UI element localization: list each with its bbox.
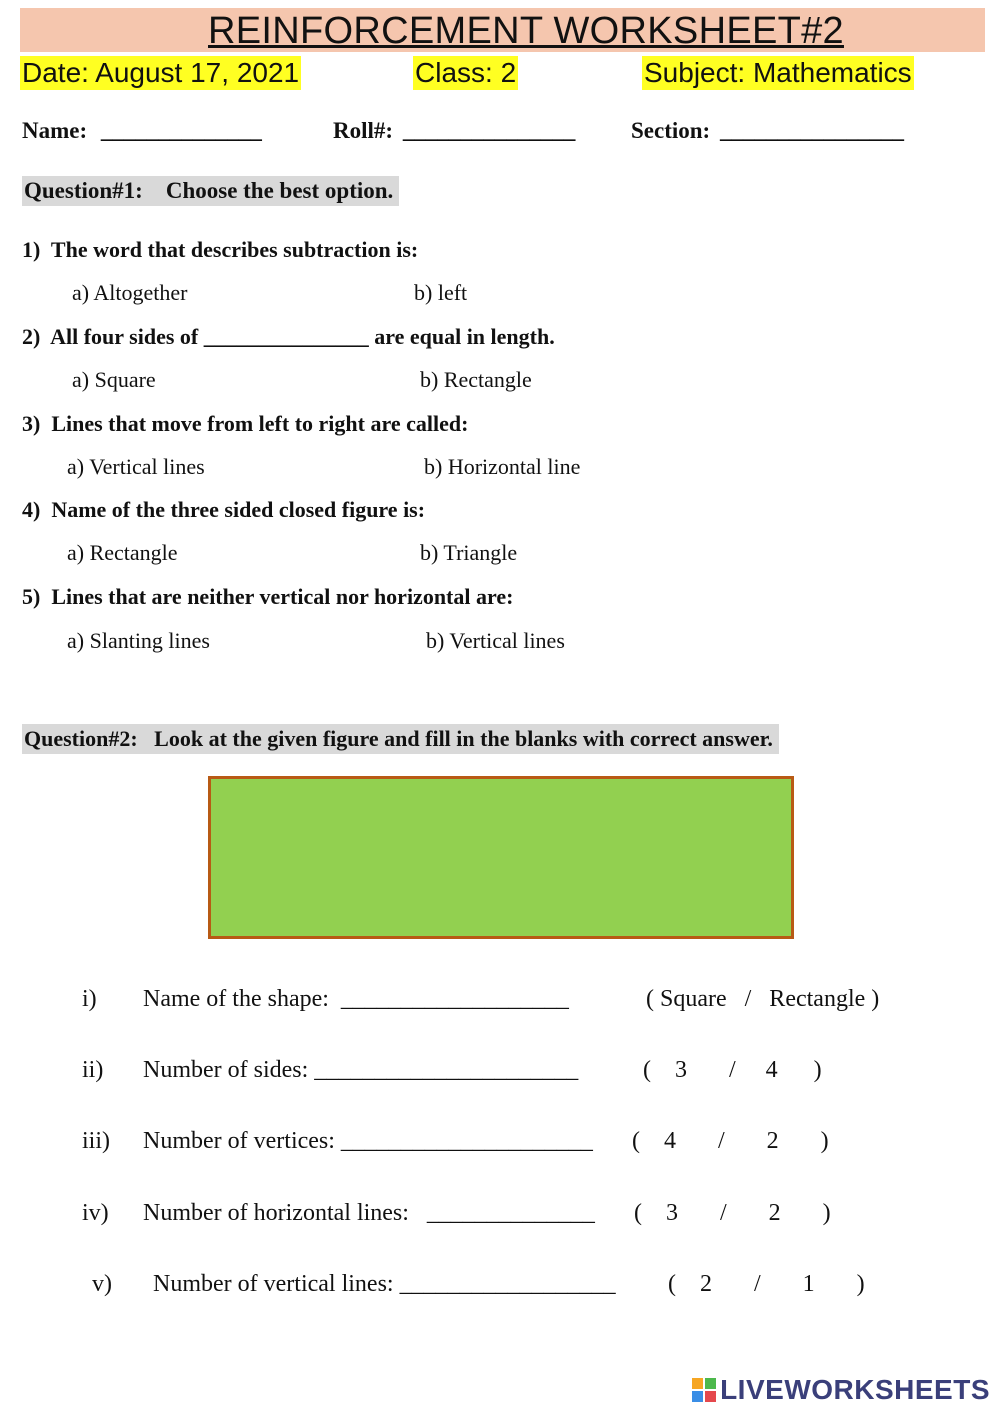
q1-item-4-text: 4) Name of the three sided closed figure is: — [22, 497, 426, 522]
q2-item-1-text[interactable]: Name of the shape: ___________________ — [143, 986, 569, 1012]
question2-heading: Question#2: Look at the given figure and fill in the blanks with correct answer. — [22, 724, 779, 754]
q1-item-1-text: 1) The word that describes subtraction is: — [22, 237, 419, 262]
q2-item-2-number: ii) — [82, 1057, 104, 1083]
q1-item-2-option-a[interactable]: a) Square — [72, 367, 156, 392]
q1-item-5-option-b[interactable]: b) Vertical lines — [426, 628, 565, 653]
q1-item-5-option-a[interactable]: a) Slanting lines — [67, 628, 210, 653]
name-blank[interactable]: ______________ — [100, 118, 262, 143]
name-field — [22, 118, 262, 144]
q2-item-4-choices: ( 3 / 2 ) — [634, 1200, 831, 1226]
roll-blank[interactable]: _______________ — [402, 118, 576, 143]
q2-item-2-text[interactable]: Number of sides: ______________________ — [143, 1057, 579, 1083]
class-label: Class: 2 — [415, 57, 517, 88]
q1-item-4-option-a[interactable]: a) Rectangle — [67, 540, 178, 565]
roll-field — [333, 118, 575, 144]
section-label: Section: — [631, 118, 711, 143]
q2-item-5-number: v) — [92, 1271, 112, 1297]
question1-heading: Question#1: Choose the best option. — [22, 176, 399, 206]
q2-item-1-choices: ( Square / Rectangle ) — [646, 986, 880, 1012]
liveworksheets-logo-icon — [692, 1378, 716, 1402]
date-label: Date: August 17, 2021 — [22, 57, 300, 88]
q1-item-3-option-a[interactable]: a) Vertical lines — [67, 454, 205, 479]
q2-item-4-text[interactable]: Number of horizontal lines: ______________ — [143, 1200, 595, 1226]
q2-item-3-choices: ( 4 / 2 ) — [632, 1128, 829, 1154]
worksheet-title: REINFORCEMENT WORKSHEET#2 — [208, 10, 844, 52]
q1-item-2-option-b[interactable]: b) Rectangle — [420, 367, 532, 392]
subject-label: Subject: Mathematics — [644, 57, 912, 88]
q1-item-3-option-b[interactable]: b) Horizontal line — [424, 454, 581, 479]
q2-item-5-choices: ( 2 / 1 ) — [668, 1271, 865, 1297]
q2-item-3-number: iii) — [82, 1128, 110, 1154]
name-label: Name: — [22, 118, 88, 143]
liveworksheets-brand[interactable] — [692, 1374, 990, 1406]
q1-item-2-text: 2) All four sides of _______________ are equal in length. — [22, 324, 555, 349]
q2-item-4-number: iv) — [82, 1200, 109, 1226]
brand-name: LIVEWORKSHEETS — [720, 1374, 990, 1405]
section-blank[interactable]: ________________ — [719, 118, 904, 143]
q2-item-2-choices: ( 3 / 4 ) — [643, 1057, 822, 1083]
q1-item-1-option-b[interactable]: b) left — [414, 280, 468, 305]
roll-label: Roll#: — [333, 118, 394, 143]
q2-item-3-text[interactable]: Number of vertices: _____________________ — [143, 1128, 593, 1154]
q2-item-5-text[interactable]: Number of vertical lines: __________________ — [153, 1271, 616, 1297]
q1-item-1-option-a[interactable]: a) Altogether — [72, 280, 188, 305]
q1-item-4-option-b[interactable]: b) Triangle — [420, 540, 518, 565]
section-field — [631, 118, 904, 144]
q1-item-5-text: 5) Lines that are neither vertical nor horizontal are: — [22, 584, 514, 609]
rectangle-figure — [208, 776, 794, 939]
q2-item-1-number: i) — [82, 986, 97, 1012]
q1-item-3-text: 3) Lines that move from left to right are called: — [22, 411, 469, 436]
